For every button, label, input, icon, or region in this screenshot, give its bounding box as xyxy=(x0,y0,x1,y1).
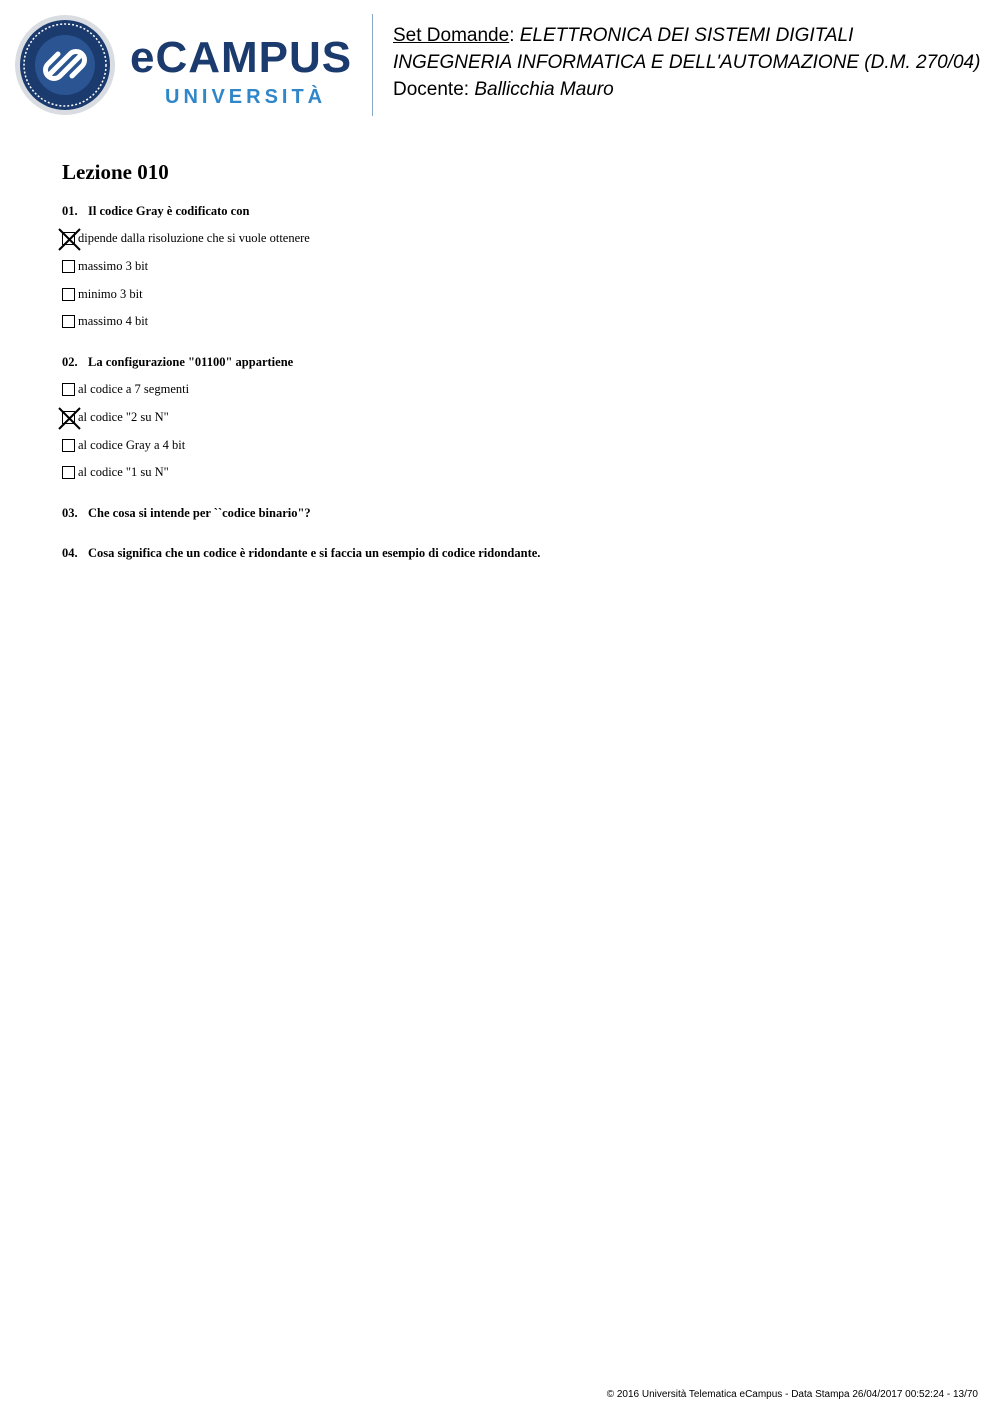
question-text: Che cosa si intende per ``codice binario"? xyxy=(88,506,311,520)
option-1-3[interactable] xyxy=(62,286,143,302)
set-label: Set Domande xyxy=(393,25,510,46)
option-2-4[interactable] xyxy=(62,464,169,480)
option-label: al codice a 7 segmenti xyxy=(78,381,190,396)
question-text: La configurazione "01100" appartiene xyxy=(88,355,294,369)
question-4 xyxy=(62,546,540,561)
question-number: 04. xyxy=(62,546,78,560)
question-number: 01. xyxy=(62,204,78,218)
option-label: minimo 3 bit xyxy=(78,286,143,301)
question-1 xyxy=(62,204,249,219)
checked-checkbox-icon[interactable] xyxy=(62,232,75,245)
option-1-2[interactable] xyxy=(62,258,148,274)
course-title: ELETTRONICA DEI SISTEMI DIGITALI xyxy=(519,25,854,46)
logo-subtitle: UNIVERSITÀ xyxy=(165,86,327,108)
option-label: al codice Gray a 4 bit xyxy=(78,437,186,452)
checkbox-icon[interactable] xyxy=(62,383,75,396)
checkbox-icon[interactable] xyxy=(62,439,75,452)
checkbox-icon[interactable] xyxy=(62,260,75,273)
option-1-1[interactable] xyxy=(62,230,310,246)
question-number: 02. xyxy=(62,355,78,369)
checkbox-icon[interactable] xyxy=(62,288,75,301)
checked-checkbox-icon[interactable] xyxy=(62,411,75,424)
option-label: al codice "2 su N" xyxy=(78,409,169,424)
option-label: massimo 3 bit xyxy=(78,258,149,273)
option-2-3[interactable] xyxy=(62,437,185,453)
option-1-4[interactable] xyxy=(62,313,148,329)
page-header xyxy=(0,0,1000,130)
header-divider xyxy=(372,14,373,116)
question-text: Il codice Gray è codificato con xyxy=(88,204,250,218)
checkbox-icon[interactable] xyxy=(62,315,75,328)
question-number: 03. xyxy=(62,506,78,520)
question-2 xyxy=(62,355,293,370)
teacher-name: Ballicchia Mauro xyxy=(474,79,614,100)
page-footer: © 2016 Università Telematica eCampus - Data Stampa 26/04/2017 00:52:24 - 13/70 xyxy=(606,1389,978,1400)
ecampus-seal-icon xyxy=(14,14,116,116)
option-2-1[interactable] xyxy=(62,381,189,397)
question-3 xyxy=(62,506,311,521)
logo-wordmark: eCAMPUS xyxy=(130,33,353,82)
option-label: dipende dalla risoluzione che si vuole ottenere xyxy=(78,230,310,245)
degree-title: INGEGNERIA INFORMATICA E DELL'AUTOMAZIONE (D.M. 270/04) xyxy=(393,52,981,73)
option-label: al codice "1 su N" xyxy=(78,464,169,479)
option-2-2[interactable] xyxy=(62,409,169,425)
option-label: massimo 4 bit xyxy=(78,313,149,328)
teacher-label: Docente: xyxy=(393,79,470,100)
header-info: Set Domande: ELETTRONICA DEI SISTEMI DIGITALI INGEGNERIA INFORMATICA E DELL'AUTOMAZIONE (D.M. 270/04) Docente: Ballicchia Mauro xyxy=(393,25,981,100)
question-text: Cosa significa che un codice è ridondante e si faccia un esempio di codice ridondante. xyxy=(88,546,541,560)
lesson-title: Lezione 010 xyxy=(62,160,169,184)
checkbox-icon[interactable] xyxy=(62,466,75,479)
